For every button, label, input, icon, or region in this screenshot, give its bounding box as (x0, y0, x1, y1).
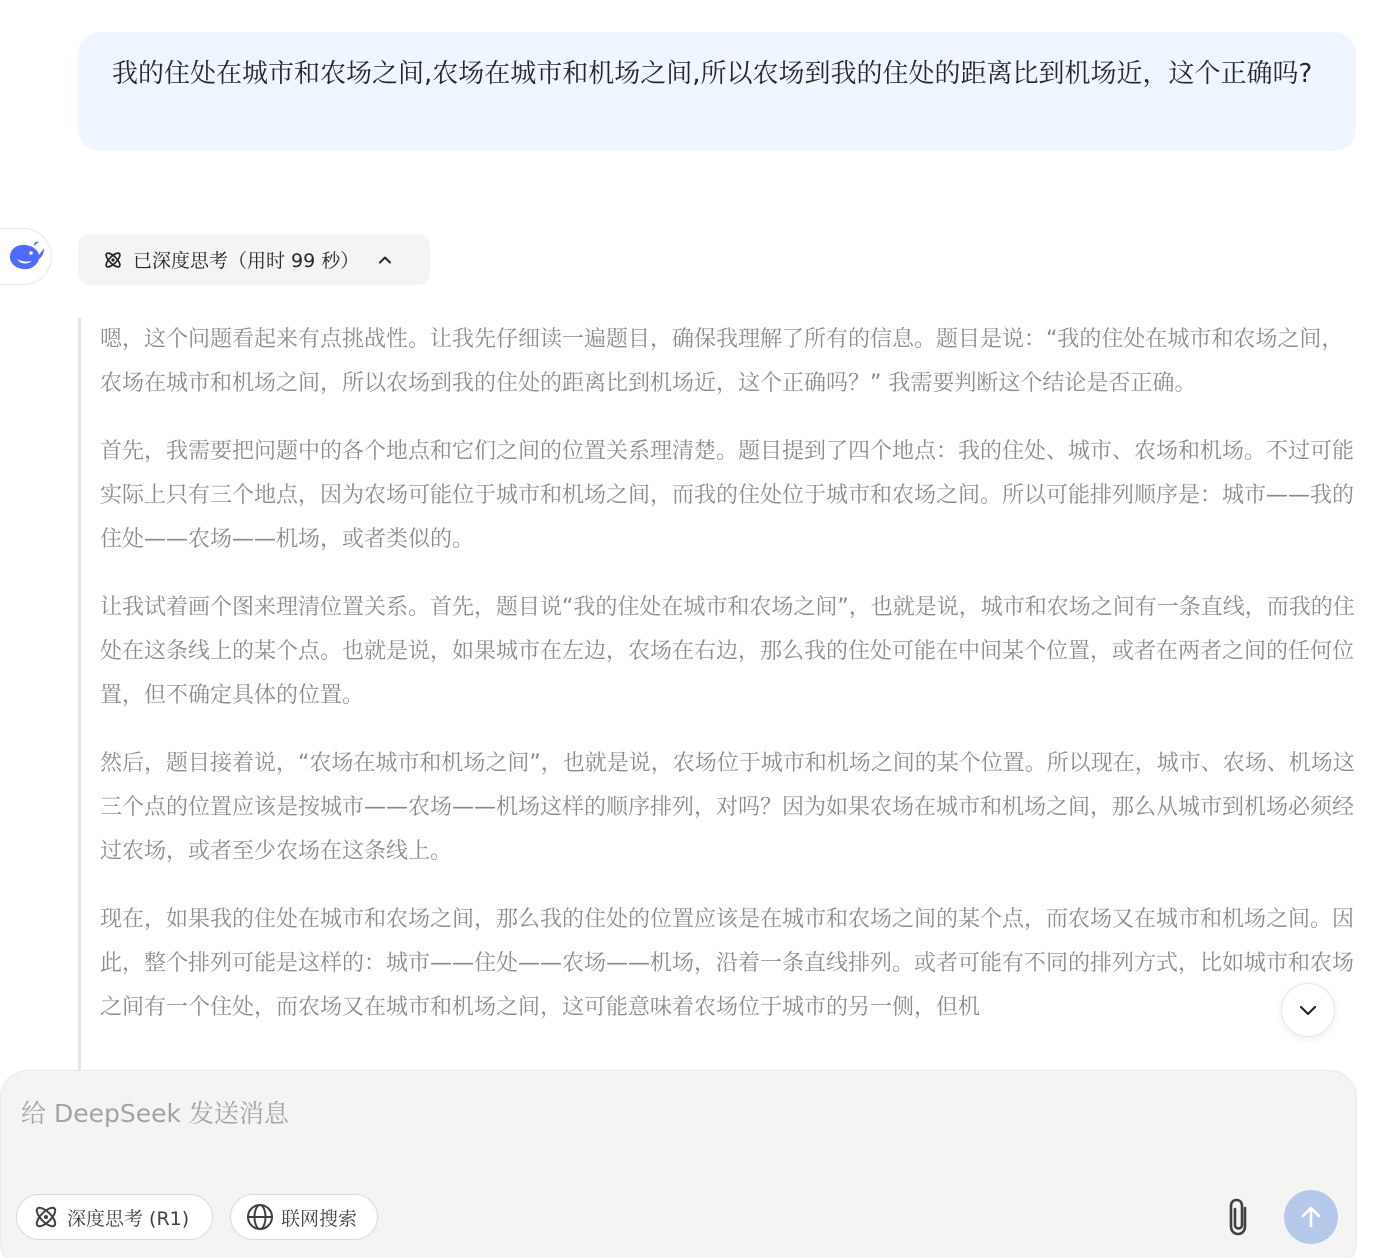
chevron-down-icon (1295, 997, 1321, 1023)
message-input[interactable] (21, 1093, 1201, 1133)
thinking-toggle-label: 已深度思考（用时 99 秒） (133, 250, 360, 272)
user-message-text: 我的住处在城市和农场之间,农场在城市和机场之间,所以农场到我的住处的距离比到机场近，这个正确吗? (112, 59, 1313, 89)
web-search-label: 联网搜索 (281, 1207, 358, 1230)
reasoning-paragraph: 然后，题目接着说，“农场在城市和机场之间”，也就是说，农场位于城市和机场之间的某个位置。所以现在，城市、农场、机场这三个点的位置应该是按城市——农场——机场这样的顺序排列，对吗？因为如果农场在城市和机场之间，那么从城市到机场必须经过农场，或者至少农场在这条线上。 (100, 751, 1355, 864)
assistant-avatar (0, 228, 52, 285)
deep-think-toggle[interactable] (16, 1194, 213, 1240)
reasoning-content (78, 318, 1358, 1078)
atom-icon (102, 249, 124, 271)
deepseek-whale-icon (6, 240, 46, 274)
arrow-up-icon (1297, 1203, 1325, 1231)
scroll-to-bottom-button[interactable] (1281, 983, 1335, 1037)
atom-icon (31, 1202, 61, 1232)
paperclip-icon (1224, 1196, 1254, 1238)
web-search-toggle[interactable] (230, 1194, 378, 1240)
send-button[interactable] (1284, 1190, 1338, 1244)
attach-file-button[interactable] (1220, 1194, 1258, 1240)
reasoning-paragraph: 嗯，这个问题看起来有点挑战性。让我先仔细读一遍题目，确保我理解了所有的信息。题目是说：“我的住处在城市和农场之间，农场在城市和机场之间，所以农场到我的住处的距离比到机场近，这个正确吗？” 我需要判断这个结论是否正确。 (100, 327, 1344, 396)
reasoning-paragraph: 让我试着画个图来理清位置关系。首先，题目说“我的住处在城市和农场之间”，也就是说，城市和农场之间有一条直线，而我的住处在这条线上的某个点。也就是说，如果城市在左边，农场在右边，那么我的住处可能在中间某个位置，或者在两者之间的任何位置，但不确定具体的位置。 (100, 595, 1355, 708)
thinking-toggle-button[interactable] (78, 234, 430, 285)
deep-think-label: 深度思考 (R1) (67, 1207, 190, 1230)
globe-icon (245, 1202, 275, 1232)
user-message-bubble (78, 32, 1356, 151)
reasoning-paragraph: 现在，如果我的住处在城市和农场之间，那么我的住处的位置应该是在城市和农场之间的某个点，而农场又在城市和机场之间。因此，整个排列可能是这样的：城市——住处——农场——机场，沿着一条直线排列。或者可能有不同的排列方式，比如城市和农场之间有一个住处，而农场又在城市和机场之间，这可能意味着农场位于城市的另一侧，但机 (100, 907, 1355, 1020)
reasoning-paragraph: 首先，我需要把问题中的各个地点和它们之间的位置关系理清楚。题目提到了四个地点：我的住处、城市、农场和机场。不过可能实际上只有三个地点，因为农场可能位于城市和机场之间，而我的住处位于城市和农场之间。所以可能排列顺序是：城市——我的住处——农场——机场，或者类似的。 (100, 439, 1355, 552)
chevron-up-icon (377, 252, 393, 268)
